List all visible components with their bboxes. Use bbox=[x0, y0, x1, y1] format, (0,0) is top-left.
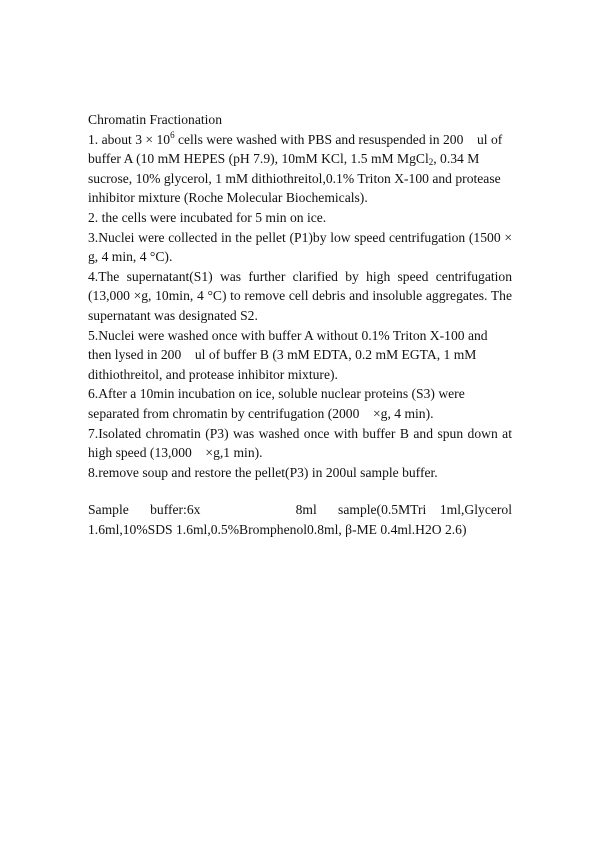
step-1-exponent: 6 bbox=[170, 129, 175, 140]
step-1-part-c: , 0.34 M sucrose, 10% glycerol, 1 mM dithiothreitol,0.1% Triton X-100 and protease inhibitor mixture (Roche Molecular Biochemicals). bbox=[88, 151, 501, 206]
step-2: 2. the cells were incubated for 5 min on ice. bbox=[88, 209, 327, 225]
spacer bbox=[88, 482, 512, 500]
document-title: Chromatin Fractionation bbox=[88, 112, 223, 127]
step-1-subscript: 2 bbox=[428, 157, 434, 168]
step-1-part-a: 1. about 3 × 10 bbox=[88, 131, 171, 147]
step-4: 4.The supernatant(S1) was further clarified by high speed centrifugation (13,000 ×g, 10min, 4 °C) to remove cell debris and insoluble aggregates. The supernatant was designated S2. bbox=[88, 268, 512, 323]
step-7: 7.Isolated chromatin (P3) was washed once with buffer B and spun down at high speed (13,000 ×g,1 min). bbox=[88, 425, 512, 461]
step-3: 3.Nuclei were collected in the pellet (P1)by low speed centrifugation (1500 × g, 4 min, 4 °C). bbox=[88, 229, 512, 265]
step-5: 5.Nuclei were washed once with buffer A without 0.1% Triton X-100 and then lysed in 200 ul of buffer B (3 mM EDTA, 0.2 mM EGTA, 1 mM dithiothreitol, and protease inhibitor mixture). bbox=[88, 327, 488, 382]
sample-buffer-recipe: Sample buffer:6x 8ml sample(0.5MTri 1ml,Glycerol 1.6ml,10%SDS 1.6ml,0.5%Bromphenol0.8ml, β-ME 0.4ml.H2O 2.6) bbox=[88, 502, 512, 537]
step-1 bbox=[88, 130, 512, 208]
document-body bbox=[88, 110, 512, 539]
step-1-part-b: cells were washed with PBS and resuspended in 200 ul of buffer A (10 mM HEPES (pH 7.9), 10mM KCl, 1.5 mM MgCl bbox=[88, 131, 503, 167]
step-8: 8.remove soup and restore the pellet(P3) in 200ul sample buffer. bbox=[88, 464, 438, 480]
step-6: 6.After a 10min incubation on ice, soluble nuclear proteins (S3) were separated from chromatin by centrifugation (2000 ×g, 4 min). bbox=[88, 386, 465, 421]
